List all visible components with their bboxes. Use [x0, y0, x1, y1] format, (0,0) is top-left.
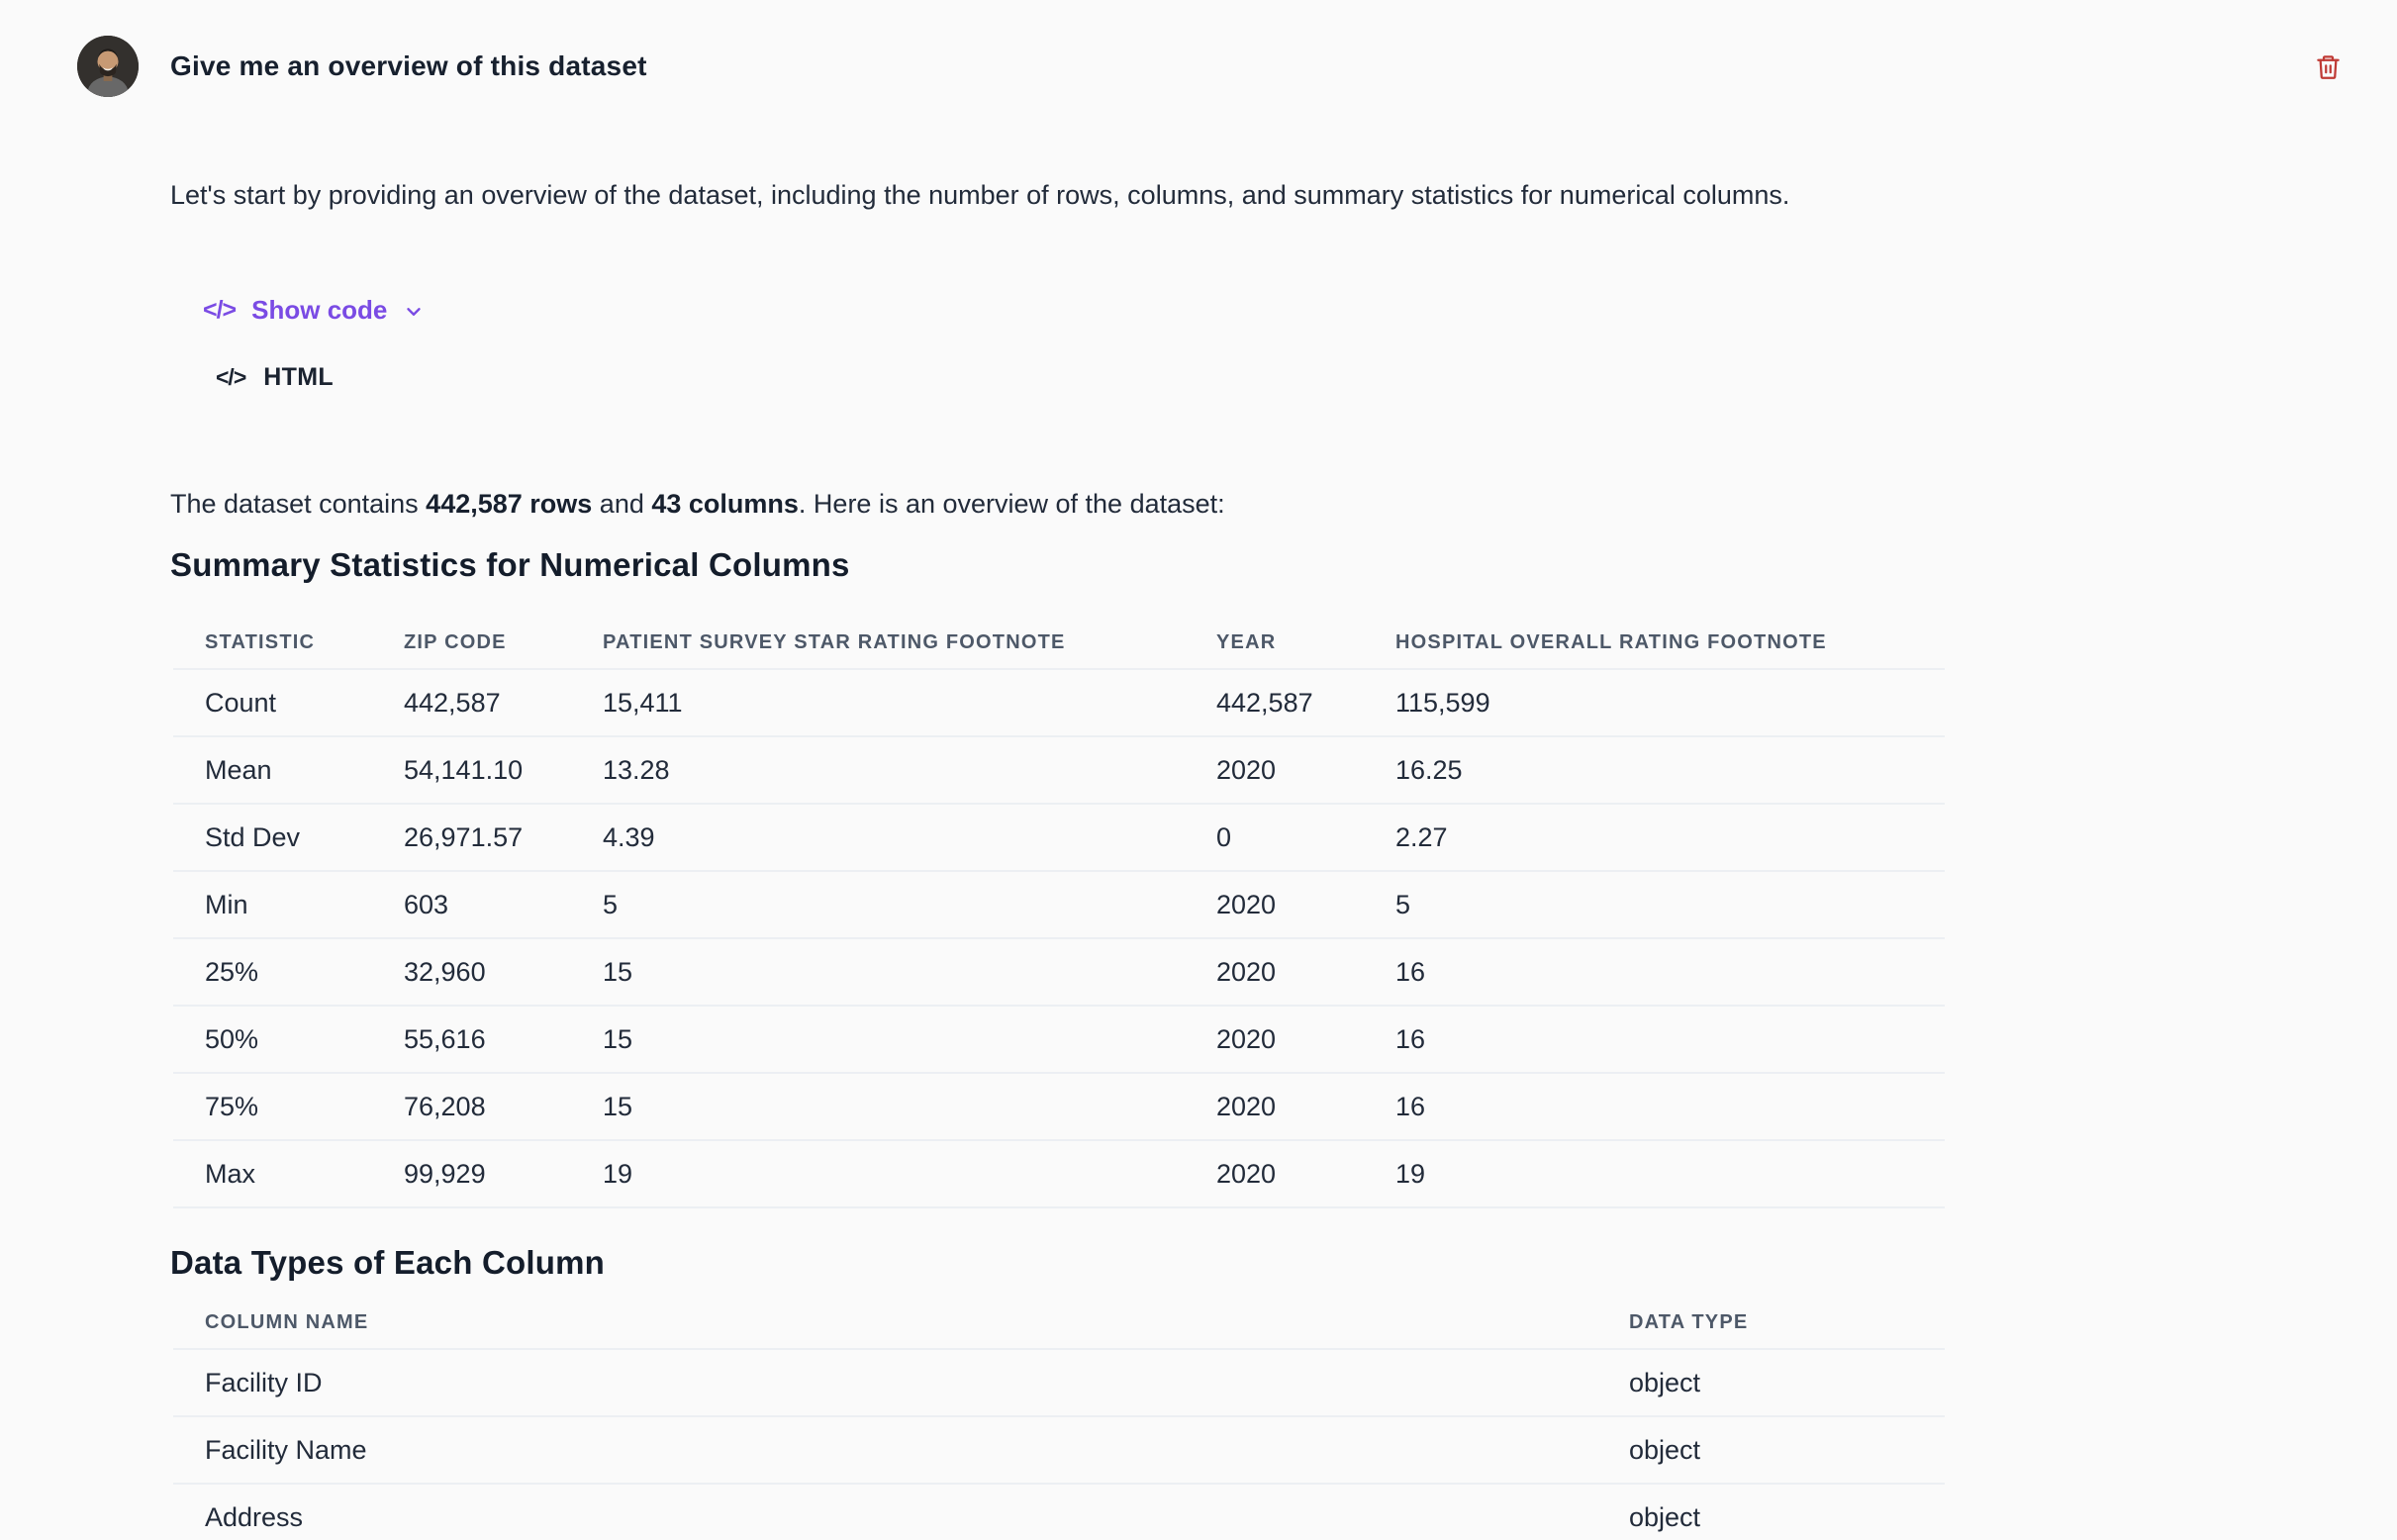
table-row	[173, 736, 1945, 804]
code-language-label: HTML	[263, 363, 334, 391]
table-cell: 15,411	[603, 688, 683, 718]
code-language-chip[interactable]	[216, 363, 334, 392]
chevron-down-icon	[403, 298, 425, 323]
table-row	[173, 871, 1945, 938]
table-cell: 76,208	[404, 1092, 486, 1121]
table-cell: 32,960	[404, 957, 486, 987]
show-code-label: Show code	[251, 295, 388, 325]
dataset-summary-prefix: The dataset contains	[170, 489, 427, 519]
column-header-column-name: COLUMN NAME	[205, 1311, 369, 1333]
data-types-title: Data Types of Each Column	[170, 1244, 605, 1281]
table-row	[173, 1484, 1945, 1540]
user-message-header	[0, 36, 2397, 97]
table-cell: 75%	[205, 1092, 259, 1121]
table-cell: 442,587	[404, 688, 501, 718]
table-cell: 0	[1216, 822, 1232, 852]
data-types-table-body	[173, 1349, 1945, 1540]
code-icon: </>	[216, 364, 246, 390]
table-cell: Facility ID	[205, 1368, 323, 1397]
table-cell: 16	[1395, 957, 1426, 987]
table-cell: Address	[205, 1502, 304, 1532]
table-row	[173, 669, 1945, 736]
summary-statistics-table	[173, 624, 1945, 1208]
dataset-columns-count: 43 columns	[651, 489, 799, 519]
table-cell: 4.39	[603, 822, 655, 852]
user-question: Give me an overview of this dataset	[170, 50, 647, 81]
trash-icon	[2315, 53, 2342, 80]
delete-message-button[interactable]	[2308, 47, 2348, 86]
table-cell: Count	[205, 688, 277, 718]
column-header-hospital-rating: HOSPITAL OVERALL RATING FOOTNOTE	[1395, 631, 1827, 653]
table-cell: 26,971.57	[404, 822, 524, 852]
table-cell: 99,929	[404, 1159, 486, 1189]
table-cell: 442,587	[1216, 688, 1313, 718]
table-cell: 5	[603, 890, 619, 919]
table-row	[173, 804, 1945, 871]
table-cell: Facility Name	[205, 1435, 367, 1465]
table-cell: 16	[1395, 1092, 1426, 1121]
dataset-summary-middle: and	[592, 489, 652, 519]
data-types-table	[173, 1303, 1945, 1540]
table-row	[173, 1073, 1945, 1140]
table-cell: Std Dev	[205, 822, 301, 852]
table-cell: 5	[1395, 890, 1411, 919]
table-cell: 2020	[1216, 890, 1277, 919]
table-cell: 2020	[1216, 957, 1277, 987]
column-header-data-type: DATA TYPE	[1629, 1311, 1749, 1333]
dataset-rows-count: 442,587 rows	[426, 489, 593, 519]
table-cell: 19	[1395, 1159, 1426, 1189]
column-header-statistic: STATISTIC	[205, 631, 316, 653]
avatar	[77, 36, 139, 97]
table-cell: 54,141.10	[404, 755, 524, 785]
table-cell: object	[1629, 1502, 1701, 1532]
table-cell: 50%	[205, 1024, 259, 1054]
table-cell: 55,616	[404, 1024, 486, 1054]
column-header-year: YEAR	[1216, 631, 1277, 653]
table-cell: Mean	[205, 755, 272, 785]
table-row	[173, 1006, 1945, 1073]
summary-table-body	[173, 669, 1945, 1207]
table-cell: 603	[404, 890, 449, 919]
table-row	[173, 1349, 1945, 1416]
table-row	[173, 1140, 1945, 1207]
table-cell: 2020	[1216, 1159, 1277, 1189]
summary-statistics-title: Summary Statistics for Numerical Columns	[170, 546, 850, 583]
code-icon: </>	[203, 296, 237, 324]
data-types-table-header	[173, 1303, 1945, 1349]
dataset-summary-suffix: . Here is an overview of the dataset:	[798, 489, 1225, 519]
table-cell: 15	[603, 1092, 633, 1121]
table-cell: 16	[1395, 1024, 1426, 1054]
table-cell: 15	[603, 957, 633, 987]
table-cell: 16.25	[1395, 755, 1463, 785]
table-cell: 2.27	[1395, 822, 1448, 852]
column-header-zip-code: ZIP CODE	[404, 631, 507, 653]
summary-table-header	[173, 624, 1945, 669]
dataset-summary-text	[170, 485, 2397, 523]
table-cell: 2020	[1216, 755, 1277, 785]
table-cell: object	[1629, 1368, 1701, 1397]
table-cell: 25%	[205, 957, 259, 987]
table-cell: 2020	[1216, 1024, 1277, 1054]
table-cell: 13.28	[603, 755, 670, 785]
table-row	[173, 1416, 1945, 1484]
table-cell: 15	[603, 1024, 633, 1054]
table-cell: 115,599	[1395, 688, 1490, 718]
table-cell: 2020	[1216, 1092, 1277, 1121]
table-cell: 19	[603, 1159, 633, 1189]
table-cell: Min	[205, 890, 248, 919]
column-header-patient-survey: PATIENT SURVEY STAR RATING FOOTNOTE	[603, 631, 1066, 653]
table-row	[173, 938, 1945, 1006]
user-avatar-image	[77, 36, 139, 97]
assistant-intro-text: Let's start by providing an overview of the dataset, including the number of rows, columns, and summary statistics for numerical columns.	[170, 180, 1790, 210]
table-cell: object	[1629, 1435, 1701, 1465]
table-cell: Max	[205, 1159, 256, 1189]
show-code-toggle[interactable]	[203, 295, 425, 326]
